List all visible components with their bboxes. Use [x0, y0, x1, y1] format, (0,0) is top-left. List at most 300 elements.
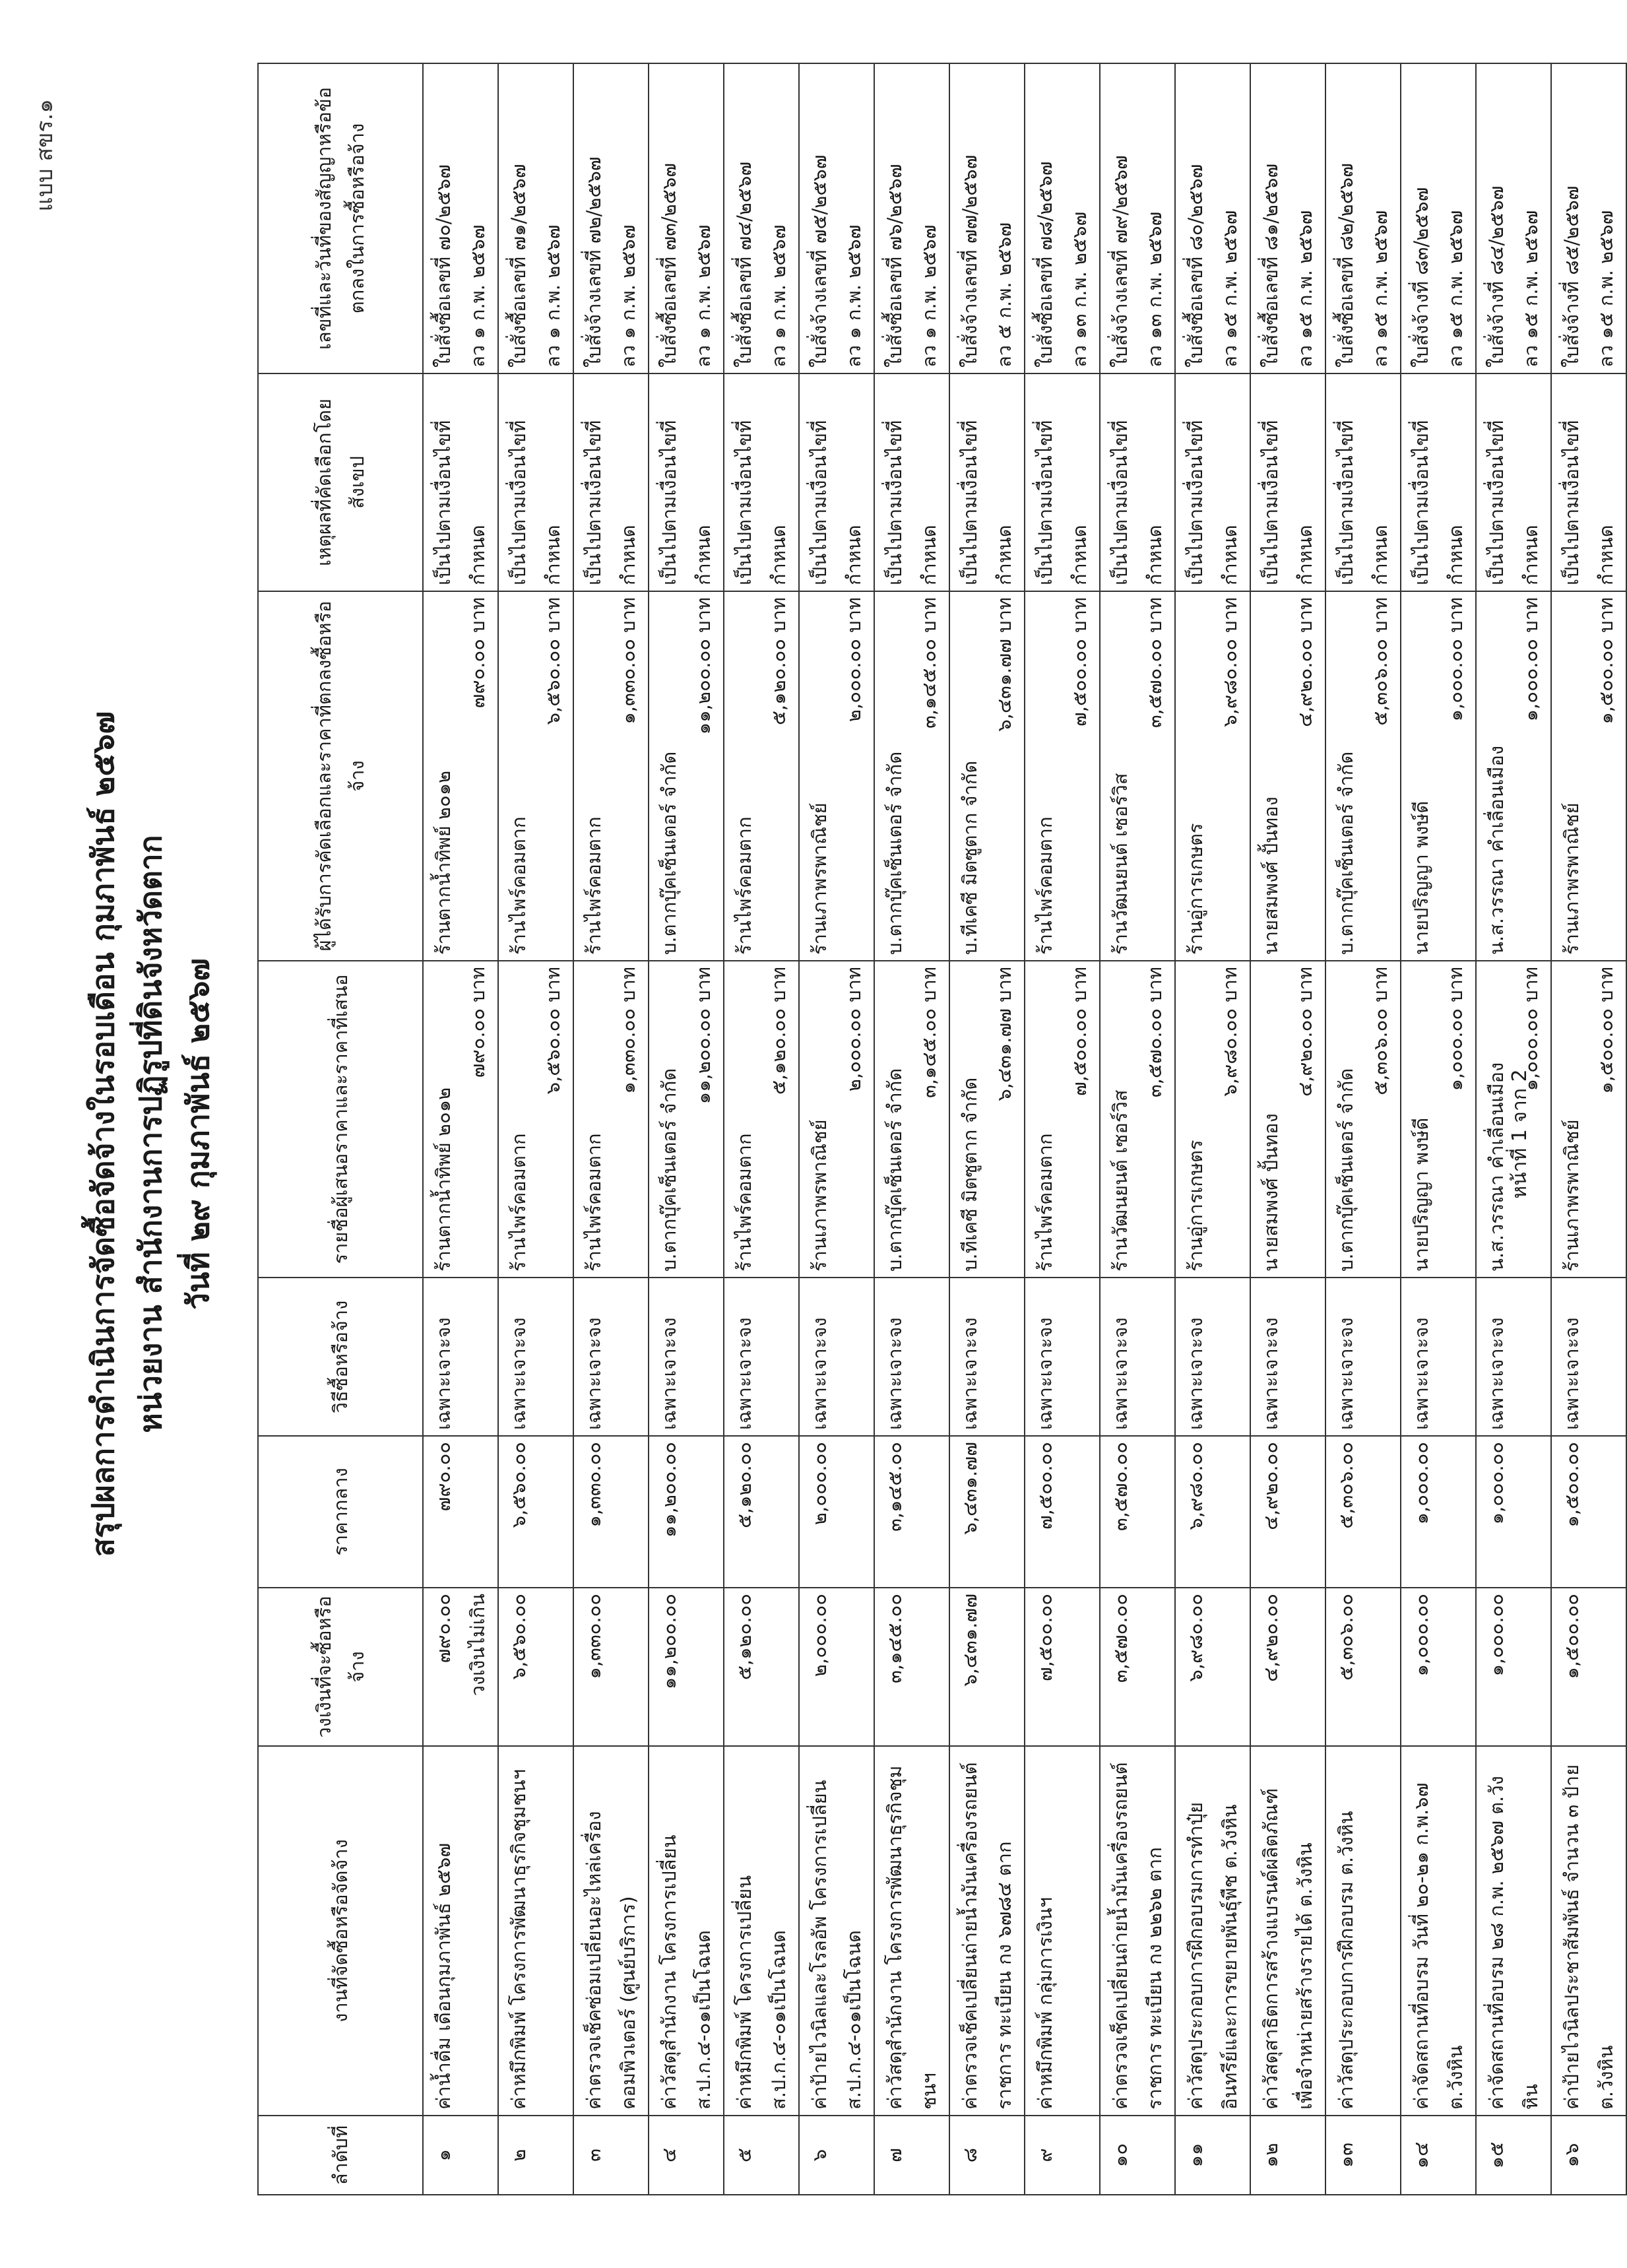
row-no: [573, 2116, 649, 2195]
row-contract-contract-date: ลว ๑๓ ก.พ. ๒๕๖๗: [1068, 211, 1091, 368]
row-item-item: ค่าป้ายไวนิลประชาสัมพันธ์ จำนวน ๓ ป้าย ต.วังหิน: [1560, 1764, 1617, 2110]
row-method: [724, 1278, 799, 1436]
row-budget: [1175, 1588, 1250, 1746]
row-bidder-bidder: นายปริญญา พงษ์ดี: [1410, 1117, 1432, 1272]
form-code: แบบ สขร.๑: [32, 99, 58, 212]
row-bidder-bidder: บ.ตากบุ๊คเซ็นเตอร์ จำกัด: [658, 1068, 680, 1272]
row-method: [573, 1278, 649, 1436]
row-no: [874, 2116, 949, 2195]
table-row: [1175, 63, 1250, 2195]
row-reason: [1250, 373, 1325, 591]
row-winner-win-price: ๑,๐๐๐.๐๐ บาท: [1444, 597, 1467, 722]
table-row: [724, 63, 799, 2195]
row-winner: [1401, 591, 1476, 961]
row-budget-budget: ๑,๐๐๐.๐๐: [1485, 1594, 1508, 1677]
row-method: [1100, 1278, 1175, 1436]
row-bidder-bid-price: ๓,๑๔๕.๐๐ บาท: [918, 967, 940, 1098]
title-line-3: วันที่ ๒๙ กุมภาพันธ์ ๒๕๖๗: [180, 958, 216, 1310]
row-contract-contract-date: ลว ๕ ก.พ. ๒๕๖๗: [993, 222, 1015, 368]
row-budget: [573, 1588, 649, 1746]
row-no-no: ๑๓: [1335, 2142, 1357, 2168]
row-contract: [1175, 63, 1250, 373]
row-winner-win-price: ๑,๕๐๐.๐๐ บาท: [1595, 597, 1617, 725]
row-method-method: เฉพาะเจาะจง: [733, 1317, 755, 1430]
row-method-method: เฉพาะเจาะจง: [432, 1317, 455, 1430]
row-budget-budget: ๑,๕๐๐.๐๐: [1560, 1594, 1583, 1679]
row-item-item: ค่าวัสดุสำนักงาน โครงการเปลี่ยน ส.ป.ก.๔-๐๑เป็นโฉนด: [658, 1834, 715, 2110]
row-winner: [573, 591, 649, 961]
row-no-no: ๙: [1034, 2148, 1056, 2162]
row-method-method: เฉพาะเจาะจง: [1560, 1317, 1583, 1430]
row-median-price: [649, 1436, 724, 1588]
row-budget: [724, 1588, 799, 1746]
row-no: [1025, 2116, 1100, 2195]
row-reason: [649, 373, 724, 591]
row-item-item: ค่าป้ายไวนิลและโรลอัพ โครงการเปลี่ยน ส.ป.ก.๔-๐๑เป็นโฉนด: [808, 1780, 865, 2110]
row-median-price-median: ๑,๐๐๐.๐๐: [1410, 1442, 1432, 1525]
row-no: [423, 2116, 498, 2195]
row-budget-budget: ๑๑,๒๐๐.๐๐: [658, 1594, 680, 1690]
row-contract-contract: ใบสั่งซื้อเลขที่ ๗๑/๒๕๖๗: [507, 164, 530, 368]
row-contract: [573, 63, 649, 373]
row-no-no: ๒: [507, 2149, 530, 2162]
row-reason: [874, 373, 949, 591]
row-bidder: [1401, 961, 1476, 1278]
row-budget-budget: ๕,๓๐๖.๐๐: [1335, 1594, 1357, 1681]
row-contract: [1025, 63, 1100, 373]
row-winner: [799, 591, 874, 961]
row-winner: [1175, 591, 1250, 961]
row-winner-win-price: ๖,๔๓๑.๗๗ บาท: [993, 597, 1015, 732]
row-no: [1401, 2116, 1476, 2195]
row-bidder-bid-price: ๕,๓๐๖.๐๐ บาท: [1369, 967, 1391, 1095]
row-contract: [874, 63, 949, 373]
row-bidder-bidder: นายสมพงศ์ ปั้นทอง: [1260, 1113, 1282, 1272]
row-item: [799, 1746, 874, 2116]
row-bidder-bid-price: ๗๙๐.๐๐ บาท: [466, 967, 489, 1078]
row-winner-win-price: ๑,๐๐๐.๐๐ บาท: [1519, 597, 1542, 722]
row-budget: [649, 1588, 724, 1746]
row-no: [498, 2116, 573, 2195]
row-budget-budget: ๗,๕๐๐.๐๐: [1034, 1594, 1056, 1681]
row-reason-reason: เป็นไปตามเงื่อนไขที่กำหนด: [1034, 420, 1091, 585]
row-budget: [1100, 1588, 1175, 1746]
row-bidder-bid-price: ๕,๑๒๐.๐๐ บาท: [767, 967, 790, 1095]
row-winner-winner: บ.ทีเคซี มิตซูตาก จำกัด: [959, 760, 981, 955]
row-reason-reason: เป็นไปตามเงื่อนไขที่กำหนด: [432, 420, 489, 585]
row-median-price-median: ๑,๐๐๐.๐๐: [1485, 1442, 1508, 1525]
row-bidder: [573, 961, 649, 1278]
table-row: [498, 63, 573, 2195]
row-contract-contract: ใบสั่งซื้อเลขที่ ๘๐/๒๕๖๗: [1184, 164, 1207, 368]
row-item: [649, 1746, 724, 2116]
row-bidder-bid-price: ๑,๕๐๐.๐๐ บาท: [1595, 967, 1617, 1094]
row-contract-contract: ใบสั่งจ้างที่ ๘๓/๒๕๖๗: [1410, 187, 1432, 368]
row-budget-budget: ๕,๑๒๐.๐๐: [733, 1594, 755, 1681]
row-method-method: เฉพาะเจาะจง: [507, 1317, 530, 1430]
row-bidder-bid-price: ๑๑,๒๐๐.๐๐ บาท: [692, 967, 715, 1105]
row-winner-win-price: ๔,๙๒๐.๐๐ บาท: [1294, 597, 1316, 727]
row-winner-win-price: ๗,๕๐๐.๐๐ บาท: [1068, 597, 1091, 727]
row-winner-winner: นายสมพงศ์ ปั้นทอง: [1260, 796, 1282, 955]
row-median-price-median: ๑,๕๐๐.๐๐: [1560, 1442, 1583, 1528]
row-contract-contract-date: ลว ๑๕ ก.พ. ๒๕๖๗: [1519, 210, 1542, 368]
table-row: [799, 63, 874, 2195]
row-median-price: [874, 1436, 949, 1588]
row-reason: [1025, 373, 1100, 591]
row-contract-contract: ใบสั่งจ้างเลขที่ ๗๕/๒๕๖๗: [808, 154, 831, 368]
header-bidders: รายชื่อผู้เสนอราคาและราคาที่เสนอ: [258, 961, 423, 1278]
row-item: [1250, 1746, 1325, 2116]
row-budget-budget: ๖,๙๘๐.๐๐: [1184, 1594, 1207, 1682]
row-item-item: ค่าตรวจเช็คเปลี่ยนถ่ายน้ำมันเครื่องรถยนต์ราชการ ทะเบียน กง ๒๒๖๒ ตาก: [1109, 1762, 1166, 2110]
row-reason: [1175, 373, 1250, 591]
row-winner-winner: ร้านไพร์คอมตาก: [583, 816, 605, 955]
row-median-price-median: ๓,๕๗๐.๐๐: [1109, 1442, 1132, 1532]
row-bidder-bid-price: ๑,๐๐๐.๐๐ บาท: [1519, 967, 1542, 1091]
row-no-no: ๖: [808, 2149, 831, 2162]
row-item: [949, 1746, 1025, 2116]
row-winner-win-price: ๓,๕๗๐.๐๐ บาท: [1143, 597, 1166, 729]
row-contract-contract: ใบสั่งจ้างเลขที่ ๗๙/๒๕๖๗: [1109, 155, 1132, 368]
row-budget: [1401, 1588, 1476, 1746]
header-method: วิธีซื้อหรือจ้าง: [258, 1278, 423, 1436]
row-method: [423, 1278, 498, 1436]
row-winner: [1551, 591, 1626, 961]
row-item-item: ค่าวัสดุประกอบการฝึกอบรมการทำปุ๋ยอินทรีย์และการขยายพันธุ์พืช ต.วังหิน: [1184, 1801, 1241, 2110]
row-contract-contract-date: ลว ๑๕ ก.พ. ๒๕๖๗: [1294, 210, 1316, 368]
row-budget-budget: ๖,๔๓๑.๗๗: [959, 1594, 981, 1687]
row-reason-reason: เป็นไปตามเงื่อนไขที่กำหนด: [1485, 420, 1542, 585]
row-no: [1250, 2116, 1325, 2195]
row-bidder-bidder: ร้านไพร์คอมตาก: [507, 1133, 530, 1272]
row-contract: [649, 63, 724, 373]
row-item-item: ค่าวัสดุประกอบการฝึกอบรม ต.วังหิน: [1335, 1811, 1357, 2110]
row-contract-contract-date: ลว ๑๕ ก.พ. ๒๕๖๗: [1595, 210, 1617, 368]
row-budget: [874, 1588, 949, 1746]
row-reason-reason: เป็นไปตามเงื่อนไขที่กำหนด: [808, 420, 865, 585]
row-item: [1325, 1746, 1401, 2116]
row-method: [1551, 1278, 1626, 1436]
table-header-row: [258, 63, 423, 2195]
row-budget-budget: ๑,๓๓๐.๐๐: [583, 1594, 605, 1679]
row-item-item: ค่าตรวจเช็คเปลี่ยนถ่ายน้ำมันเครื่องรถยนต์ราชการ ทะเบียน กง ๖๗๘๔ ตาก: [959, 1762, 1015, 2110]
row-median-price-median: ๗,๕๐๐.๐๐: [1034, 1442, 1056, 1530]
row-winner-win-price: ๑,๓๓๐.๐๐ บาท: [617, 597, 639, 725]
row-bidder-bid-price: ๑,๓๓๐.๐๐ บาท: [617, 967, 639, 1094]
row-winner: [874, 591, 949, 961]
row-no-no: ๔: [658, 2148, 680, 2162]
row-contract-contract: ใบสั่งซื้อเลขที่ ๗๘/๒๕๖๗: [1034, 161, 1056, 368]
row-contract: [1325, 63, 1401, 373]
header-reason: เหตุผลที่คัดเลือกโดยสังเขป: [258, 373, 423, 591]
row-no: [649, 2116, 724, 2195]
row-contract-contract: ใบสั่งซื้อเลขที่ ๘๑/๒๕๖๗: [1260, 163, 1282, 368]
row-method-method: เฉพาะเจาะจง: [883, 1317, 906, 1430]
row-bidder: [423, 961, 498, 1278]
row-item: [573, 1746, 649, 2116]
header-budget: วงเงินที่จะซื้อหรือจ้าง: [258, 1588, 423, 1746]
row-bidder: [949, 961, 1025, 1278]
document-title: [79, 0, 222, 2268]
row-winner: [423, 591, 498, 961]
row-no-no: ๑๑: [1184, 2143, 1207, 2168]
row-winner: [649, 591, 724, 961]
row-median-price: [1100, 1436, 1175, 1588]
row-reason-reason: เป็นไปตามเงื่อนไขที่กำหนด: [1260, 420, 1316, 585]
row-bidder-bid-price: ๑,๐๐๐.๐๐ บาท: [1444, 967, 1467, 1091]
row-method: [498, 1278, 573, 1436]
row-budget: [498, 1588, 573, 1746]
row-winner-win-price: ๕,๓๐๖.๐๐ บาท: [1369, 597, 1391, 726]
row-method: [1325, 1278, 1401, 1436]
row-no-no: ๗: [883, 2148, 906, 2162]
row-bidder-bidder: บ.ตากบุ๊คเซ็นเตอร์ จำกัด: [1335, 1068, 1357, 1272]
row-contract-contract-date: ลว ๑๕ ก.พ. ๒๕๖๗: [1444, 210, 1467, 368]
row-median-price: [799, 1436, 874, 1588]
row-item: [874, 1746, 949, 2116]
row-winner-win-price: ๖,๙๘๐.๐๐ บาท: [1219, 597, 1241, 727]
table-row: [1250, 63, 1325, 2195]
title-line-1: สรุปผลการดำเนินการจัดซื้อจัดจ้างในรอบเดือน กุมภาพันธ์ ๒๕๖๗: [85, 711, 121, 1557]
row-bidder-bidder: ร้านเภาพรพาณิชย์: [1560, 1119, 1583, 1272]
row-median-price: [1325, 1436, 1401, 1588]
row-contract-contract: ใบสั่งซื้อเลขที่ ๗๔/๒๕๖๗: [733, 161, 755, 368]
row-bidder-bidder: ร้านไพร์คอมตาก: [583, 1133, 605, 1272]
row-budget: [1325, 1588, 1401, 1746]
row-winner: [1025, 591, 1100, 961]
row-item: [423, 1746, 498, 2116]
row-no: [949, 2116, 1025, 2195]
row-median-price-median: ๑๑,๒๐๐.๐๐: [658, 1442, 680, 1538]
row-bidder: [498, 961, 573, 1278]
row-bidder-bidder: ร้านไพร์คอมตาก: [733, 1133, 755, 1272]
row-budget: [423, 1588, 498, 1746]
row-budget: [1250, 1588, 1325, 1746]
row-method: [1250, 1278, 1325, 1436]
row-reason-reason: เป็นไปตามเงื่อนไขที่กำหนด: [959, 420, 1015, 585]
row-no-no: ๑๖: [1560, 2143, 1583, 2168]
row-no: [1325, 2116, 1401, 2195]
row-contract-contract-date: ลว ๑ ก.พ. ๒๕๖๗: [542, 224, 564, 368]
row-winner: [1100, 591, 1175, 961]
page-number: หน้าที่ 1 จาก 2: [1508, 1069, 1531, 1199]
row-median-price-median: ๖,๙๘๐.๐๐: [1184, 1442, 1207, 1530]
row-item-item: ค่าจัดสถานที่อบรม ๒๘ ก.พ. ๒๕๖๗ ต.วังหิน: [1485, 1776, 1542, 2110]
row-contract-contract-date: ลว ๑ ก.พ. ๒๕๖๗: [918, 224, 940, 368]
row-contract: [1401, 63, 1476, 373]
table-row: [1401, 63, 1476, 2195]
row-method: [1025, 1278, 1100, 1436]
row-median-price: [573, 1436, 649, 1588]
row-item-item: ค่าหมึกพิมพ์ โครงการเปลี่ยน ส.ป.ก.๔-๐๑เป็นโฉนด: [733, 1875, 790, 2110]
row-method-method: เฉพาะเจาะจง: [658, 1317, 680, 1430]
row-method-method: เฉพาะเจาะจง: [808, 1317, 831, 1430]
row-contract: [1250, 63, 1325, 373]
row-reason: [949, 373, 1025, 591]
row-bidder: [1025, 961, 1100, 1278]
row-winner-winner: ร้านอู่การเกษตร: [1184, 823, 1207, 955]
header-no: ลำดับที่: [258, 2116, 423, 2195]
row-bidder: [649, 961, 724, 1278]
row-method: [1401, 1278, 1476, 1436]
row-median-price-median: ๖,๔๓๑.๗๗: [959, 1442, 981, 1535]
row-contract: [498, 63, 573, 373]
row-item-item: ค่าจัดสถานที่อบรม วันที่ ๒๐-๒๑ ก.พ.๖๗ ต.วังหิน: [1410, 1782, 1467, 2110]
row-bidder: [1551, 961, 1626, 1278]
row-winner-winner: ร้านเภาพรพาณิชย์: [808, 802, 831, 955]
row-no: [1175, 2116, 1250, 2195]
row-contract-contract-date: ลว ๑ ก.พ. ๒๕๖๗: [692, 224, 715, 368]
row-bidder-bidder: ร้านไพร์คอมตาก: [1034, 1133, 1056, 1272]
row-method-method: เฉพาะเจาะจง: [1485, 1317, 1508, 1430]
row-item: [724, 1746, 799, 2116]
row-reason-reason: เป็นไปตามเงื่อนไขที่กำหนด: [1335, 420, 1391, 585]
row-contract-contract: ใบสั่งซื้อเลขที่ ๗๐/๒๕๖๗: [432, 164, 455, 368]
row-bidder-bid-price: ๖,๔๓๑.๗๗ บาท: [993, 967, 1015, 1101]
row-reason: [498, 373, 573, 591]
row-winner-win-price: ๓,๑๔๕.๐๐ บาท: [918, 597, 940, 729]
row-bidder-bid-price: ๗,๕๐๐.๐๐ บาท: [1068, 967, 1091, 1097]
row-winner: [1325, 591, 1401, 961]
row-item-item: ค่าตรวจเช็คซ่อมเปลี่ยนอะไหล่เครื่องคอมพิวเตอร์ (ศูนย์บริการ): [583, 1811, 639, 2110]
row-contract-contract: ใบสั่งซื้อเลขที่ ๘๒/๒๕๖๗: [1335, 163, 1357, 368]
row-median-price: [423, 1436, 498, 1588]
row-contract: [949, 63, 1025, 373]
row-budget: [949, 1588, 1025, 1746]
row-item-item: ค่าน้ำดื่ม เดือนกุมภาพันธ์ ๒๕๖๗: [432, 1842, 455, 2110]
row-winner: [498, 591, 573, 961]
row-budget-budget: ๒,๐๐๐.๐๐: [808, 1594, 831, 1677]
table-row: [573, 63, 649, 2195]
row-winner-winner: บ.ตากบุ๊คเซ็นเตอร์ จำกัด: [883, 751, 906, 955]
row-bidder-bidder: ร้านอู่การเกษตร: [1184, 1140, 1207, 1272]
row-winner-winner: น.ส.วรรณา คำเลื่อนเมือง: [1485, 745, 1508, 955]
row-median-price: [1250, 1436, 1325, 1588]
row-median-price: [1175, 1436, 1250, 1588]
row-contract-contract-date: ลว ๑ ก.พ. ๒๕๖๗: [767, 224, 790, 368]
row-bidder: [1100, 961, 1175, 1278]
row-no-no: ๑๕: [1485, 2141, 1508, 2169]
row-method: [1175, 1278, 1250, 1436]
row-budget-budget-note: วงเงินไม่เกิน: [466, 1594, 489, 1697]
row-item: [1175, 1746, 1250, 2116]
row-contract: [1551, 63, 1626, 373]
row-item-item: ค่าหมึกพิมพ์ กลุ่มการเงินฯ: [1034, 1896, 1056, 2110]
row-reason-reason: เป็นไปตามเงื่อนไขที่กำหนด: [1109, 420, 1166, 585]
row-median-price: [498, 1436, 573, 1588]
table-row: [1100, 63, 1175, 2195]
row-contract-contract: ใบสั่งจ้างที่ ๘๔/๒๕๖๗: [1485, 185, 1508, 368]
table-row: [949, 63, 1025, 2195]
row-median-price-median: ๒,๐๐๐.๐๐: [808, 1442, 831, 1526]
row-winner-winner: บ.ตากบุ๊คเซ็นเตอร์ จำกัด: [1335, 751, 1357, 955]
row-median-price: [1551, 1436, 1626, 1588]
row-winner-winner: นายปริญญา พงษ์ดี: [1410, 800, 1432, 955]
row-item-item: ค่าวัสดุสำนักงาน โครงการพัฒนาธุรกิจชุมชนฯ: [883, 1765, 940, 2110]
row-budget-budget: ๔,๙๒๐.๐๐: [1260, 1594, 1282, 1682]
row-median-price-median: ๕,๓๐๖.๐๐: [1335, 1442, 1357, 1529]
row-contract: [1100, 63, 1175, 373]
row-budget-budget: ๑,๐๐๐.๐๐: [1410, 1594, 1432, 1677]
row-bidder: [1250, 961, 1325, 1278]
row-method-method: เฉพาะเจาะจง: [1034, 1317, 1056, 1430]
row-contract-contract: ใบสั่งจ้างที่ ๘๕/๒๕๖๗: [1560, 185, 1583, 368]
header-winner: ผู้ได้รับการคัดเลือกและราคาที่ตกลงซื้อหรือจ้าง: [258, 591, 423, 961]
table-row: [1025, 63, 1100, 2195]
row-median-price-median: ๖,๕๖๐.๐๐: [507, 1442, 530, 1528]
row-winner-winner: ร้านตากน้ำทิพย์ ๒๐๑๒: [432, 770, 455, 955]
row-method-method: เฉพาะเจาะจง: [1335, 1317, 1357, 1430]
row-winner-win-price: ๕,๑๒๐.๐๐ บาท: [767, 597, 790, 726]
row-budget-budget: ๓,๑๔๕.๐๐: [883, 1594, 906, 1683]
row-reason: [1325, 373, 1401, 591]
row-reason: [799, 373, 874, 591]
row-contract-contract-date: ลว ๑ ก.พ. ๒๕๖๗: [843, 224, 865, 368]
row-bidder: [724, 961, 799, 1278]
row-winner-win-price: ๑๑,๒๐๐.๐๐ บาท: [692, 597, 715, 735]
row-median-price-median: ๗๙๐.๐๐: [432, 1442, 455, 1512]
row-median-price: [1025, 1436, 1100, 1588]
table-row: [649, 63, 724, 2195]
header-median-price: ราคากลาง: [258, 1436, 423, 1588]
row-median-price-median: ๕,๑๒๐.๐๐: [733, 1442, 755, 1529]
row-bidder: [1175, 961, 1250, 1278]
row-median-price: [949, 1436, 1025, 1588]
row-contract-contract: ใบสั่งซื้อเลขที่ ๗๓/๒๕๖๗: [658, 162, 680, 368]
row-contract-contract: ใบสั่งจ้างเลขที่ ๗๒/๒๕๖๗: [583, 156, 605, 368]
row-item-item: ค่าวัสดุสาธิตการสร้างแบรนด์ผลิตภัณฑ์ เพื่อจำหน่ายสร้างรายได้ ต.วังหิน: [1260, 1788, 1316, 2110]
row-no-no: ๓: [583, 2149, 605, 2162]
row-winner-win-price: ๖,๕๖๐.๐๐ บาท: [542, 597, 564, 725]
row-winner-winner: บ.ตากบุ๊คเซ็นเตอร์ จำกัด: [658, 751, 680, 955]
row-method: [874, 1278, 949, 1436]
row-reason-reason: เป็นไปตามเงื่อนไขที่กำหนด: [1560, 420, 1617, 585]
header-item: งานที่จัดซื้อหรือจัดจ้าง: [258, 1746, 423, 2116]
row-median-price-median: ๔,๙๒๐.๐๐: [1260, 1442, 1282, 1530]
row-no-no: ๕: [733, 2148, 755, 2162]
row-contract-contract-date: ลว ๑ ก.พ. ๒๕๖๗: [617, 224, 639, 368]
row-reason-reason: เป็นไปตามเงื่อนไขที่กำหนด: [658, 420, 715, 585]
procurement-table: [257, 63, 1627, 2195]
row-bidder-bid-price: ๖,๕๖๐.๐๐ บาท: [542, 967, 564, 1095]
row-item: [1401, 1746, 1476, 2116]
row-contract-contract: ใบสั่งจ้างเลขที่ ๗๗/๒๕๖๗: [959, 154, 981, 368]
row-budget-budget: ๓,๕๗๐.๐๐: [1109, 1594, 1132, 1683]
row-winner-win-price: ๗๙๐.๐๐ บาท: [466, 597, 489, 709]
row-median-price-median: ๓,๑๔๕.๐๐: [883, 1442, 906, 1532]
row-no: [1100, 2116, 1175, 2195]
row-winner-winner: ร้านวัฒนยนต์ เซอร์วิส: [1109, 773, 1132, 955]
table-row: [1325, 63, 1401, 2195]
row-method-method: เฉพาะเจาะจง: [1184, 1317, 1207, 1430]
row-contract: [724, 63, 799, 373]
row-winner-win-price: ๒,๐๐๐.๐๐ บาท: [843, 597, 865, 723]
row-contract: [423, 63, 498, 373]
row-no-no: ๑๐: [1109, 2143, 1132, 2168]
table-row: [423, 63, 498, 2195]
row-budget: [1025, 1588, 1100, 1746]
row-winner: [1250, 591, 1325, 961]
row-method: [799, 1278, 874, 1436]
row-winner: [949, 591, 1025, 961]
row-method: [649, 1278, 724, 1436]
row-contract-contract-date: ลว ๑๕ ก.พ. ๒๕๖๗: [1369, 210, 1391, 368]
row-bidder-bid-price: ๓,๕๗๐.๐๐ บาท: [1143, 967, 1166, 1098]
row-winner-winner: ร้านเภาพรพาณิชย์: [1560, 802, 1583, 955]
row-no-no: ๑: [432, 2149, 455, 2162]
procurement-table-wrapper: [257, 64, 1627, 2195]
